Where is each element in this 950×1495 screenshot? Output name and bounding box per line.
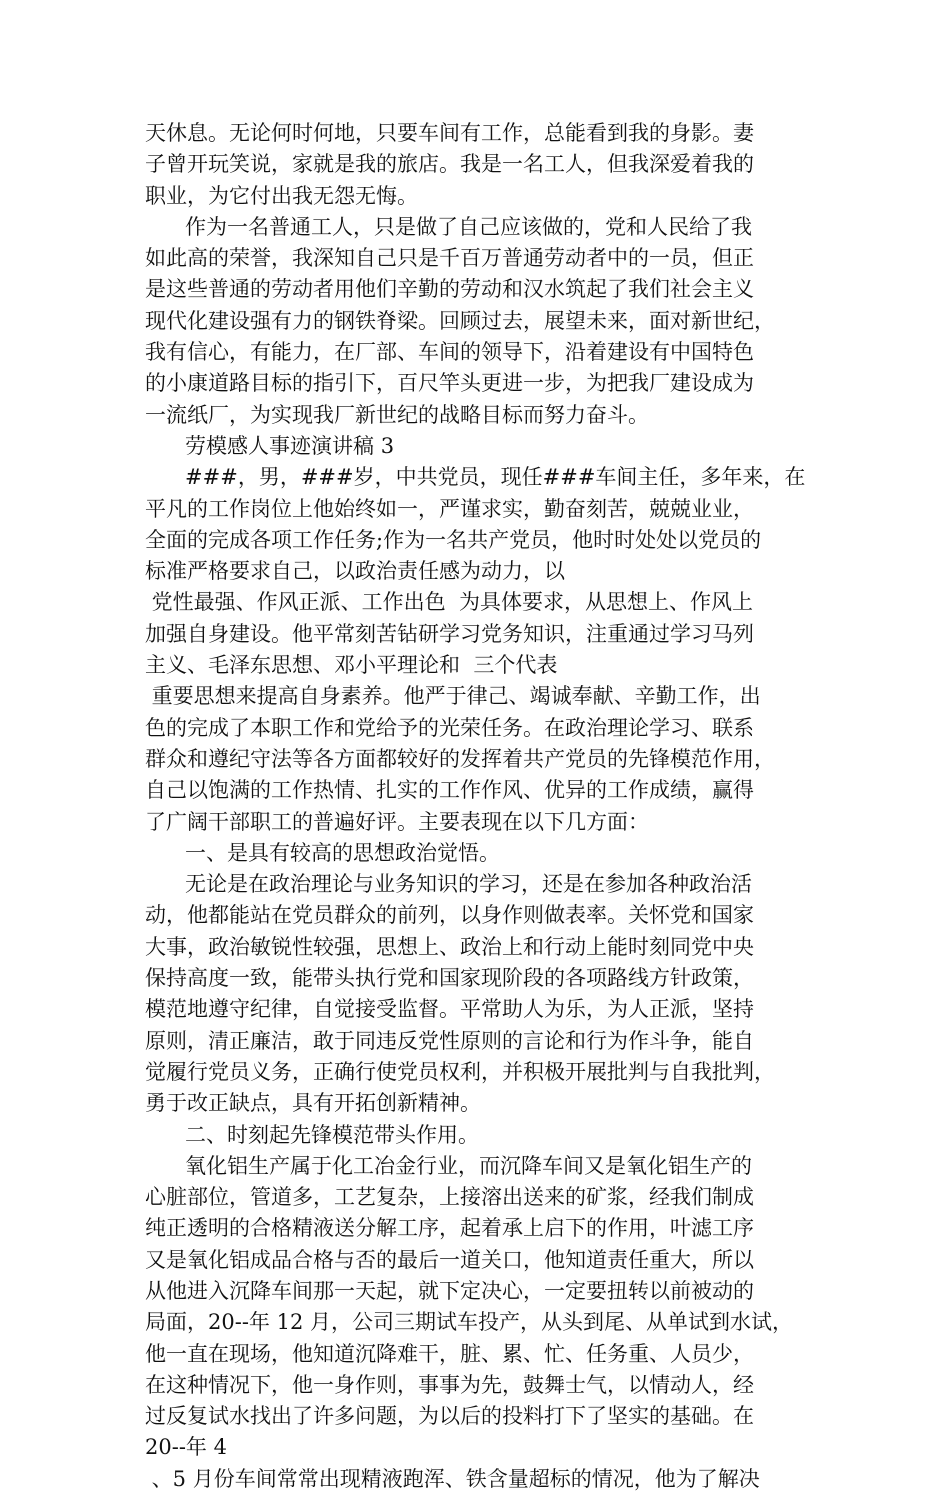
text-line: 过反复试水找出了许多问题，为以后的投料打下了坚实的基础。在 xyxy=(145,1404,754,1429)
document-body xyxy=(145,118,825,1495)
text-line: 一流纸厂，为实现我厂新世纪的战略目标而努力奋斗。 xyxy=(145,402,649,427)
text-line: 保持高度一致，能带头执行党和国家现阶段的各项路线方针政策， xyxy=(145,966,754,991)
text-line: 主义、毛泽东思想、邓小平理论和 三个代表 xyxy=(145,653,558,678)
text-line: 他一直在现场，他知道沉降难干，脏、累、忙、任务重、人员少， xyxy=(145,1341,754,1366)
text-line: 勇于改正缺点，具有开拓创新精神。 xyxy=(145,1091,481,1116)
text-line: 天休息。无论何时何地，只要车间有工作，总能看到我的身影。妻 xyxy=(145,121,754,145)
text-line: 如此高的荣誉，我深知自己只是千百万普通劳动者中的一员，但正 xyxy=(145,246,754,271)
section-heading: 劳模感人事迹演讲稿 3 xyxy=(145,433,395,458)
text-line: 标准严格要求自己，以政治责任感为动力，以 xyxy=(145,559,565,584)
text-line: 氧化铝生产属于化工冶金行业，而沉降车间又是氧化铝生产的 xyxy=(145,1153,753,1178)
text-line: 在这种情况下，他一身作则，事事为先，鼓舞士气，以情动人，经 xyxy=(145,1372,754,1397)
text-line: 纯正透明的合格精液送分解工序，起着承上启下的作用，叶滤工序 xyxy=(145,1216,754,1241)
text-line: 大事，政治敏锐性较强，思想上、政治上和行动上能时刻同党中央 xyxy=(145,934,754,959)
text-line: 无论是在政治理论与业务知识的学习，还是在参加各种政治活 xyxy=(145,872,753,897)
text-line: 群众和遵纪守法等各方面都较好的发挥着共产党员的先锋模范作用， xyxy=(145,746,775,771)
section-heading: 一、是具有较高的思想政治觉悟。 xyxy=(145,840,501,865)
text-line: 了广阔干部职工的普遍好评。主要表现在以下几方面： xyxy=(145,809,649,834)
text-line: 心脏部位，管道多，工艺复杂，上接溶出送来的矿浆，经我们制成 xyxy=(145,1185,754,1210)
text-line: 从他进入沉降车间那一天起，就下定决心，一定要扭转以前被动的 xyxy=(145,1278,754,1303)
text-line: 党性最强、作风正派、工作出色 为具体要求，从思想上、作风上 xyxy=(145,590,754,615)
text-line: 20--年 4 xyxy=(145,1435,227,1460)
text-line: 原则，清正廉洁，敢于同违反党性原则的言论和行为作斗争，能自 xyxy=(145,1028,754,1053)
text-line: 动，他都能站在党员群众的前列，以身作则做表率。关怀党和国家 xyxy=(145,903,754,928)
section-heading: 二、时刻起先锋模范带头作用。 xyxy=(145,1122,480,1147)
text-line: 是这些普通的劳动者用他们辛勤的劳动和汉水筑起了我们社会主义 xyxy=(145,277,754,302)
text-line: ###，男，###岁，中共党员，现任###车间主任，多年来，在 xyxy=(145,465,806,490)
text-line: 全面的完成各项工作任务;作为一名共产党员，他时时处处以党员的 xyxy=(145,527,762,552)
text-line: 、5 月份车间常常出现精液跑浑、铁含量超标的情况，他为了解决 xyxy=(145,1466,760,1491)
text-line: 现代化建设强有力的钢铁脊梁。回顾过去，展望未来，面对新世纪， xyxy=(145,308,775,333)
text-line: 色的完成了本职工作和党给予的光荣任务。在政治理论学习、联系 xyxy=(145,715,754,740)
text-line: 的小康道路目标的指引下，百尺竿头更进一步，为把我厂建设成为 xyxy=(145,371,754,396)
text-line: 觉履行党员义务，正确行使党员权利，并积极开展批判与自我批判， xyxy=(145,1059,775,1084)
text-line: 重要思想来提高自身素养。他严于律己、竭诚奉献、辛勤工作，出 xyxy=(145,684,761,709)
text-line: 模范地遵守纪律，自觉接受监督。平常助人为乐，为人正派，坚持 xyxy=(145,997,754,1022)
text-line: 平凡的工作岗位上他始终如一，严谨求实，勤奋刻苦，兢兢业业， xyxy=(145,496,754,521)
text-line: 加强自身建设。他平常刻苦钻研学习党务知识，注重通过学习马列 xyxy=(145,621,754,646)
text-line: 作为一名普通工人，只是做了自己应该做的，党和人民给了我 xyxy=(145,214,753,239)
text-line: 子曾开玩笑说，家就是我的旅店。我是一名工人，但我深爱着我的 xyxy=(145,152,754,177)
text-line: 职业，为它付出我无怨无悔。 xyxy=(145,183,418,208)
text-line: 自己以饱满的工作热情、扎实的工作作风、优异的工作成绩，赢得 xyxy=(145,778,754,803)
text-line: 局面，20--年 12 月，公司三期试车投产，从头到尾、从单试到水试， xyxy=(145,1310,793,1335)
text-line: 我有信心，有能力，在厂部、车间的领导下，沿着建设有中国特色 xyxy=(145,340,754,365)
text-line: 又是氧化铝成品合格与否的最后一道关口，他知道责任重大，所以 xyxy=(145,1247,754,1272)
